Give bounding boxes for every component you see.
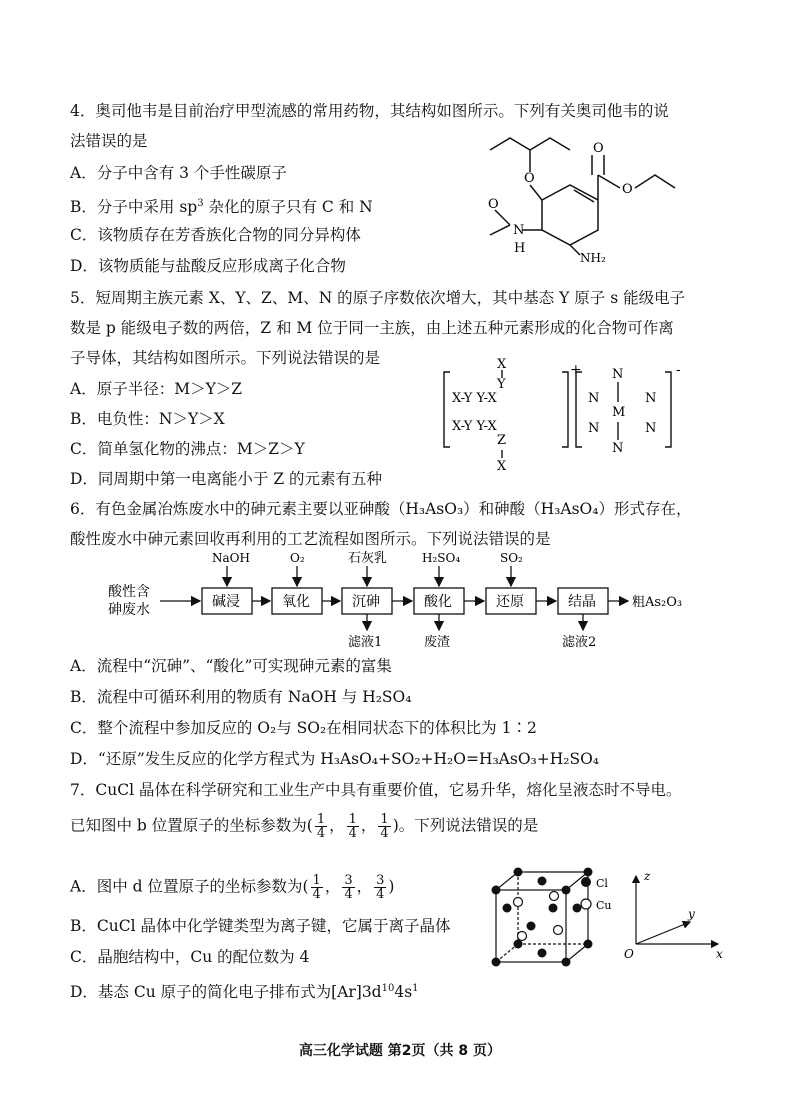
coordinate-axes — [620, 866, 730, 962]
axis-z: z — [644, 869, 651, 883]
q7-option-d: D．基态 Cu 原子的简化电子排布式为$[Ar]3d^{10}4s^1$ — [70, 983, 419, 1002]
d-coord-z: $\frac{3}{4}$ — [376, 873, 385, 902]
cation-y-top: Y — [497, 377, 506, 392]
o-carbonyl-label: O — [593, 141, 604, 156]
cation-row2: X-Y Y-X — [452, 419, 497, 434]
anion-n-right2: N — [645, 421, 657, 436]
cation-x-bottom: X — [497, 459, 507, 472]
anion-n-left2: N — [588, 421, 600, 436]
axis-x: x — [716, 947, 723, 961]
cation-z: Z — [497, 433, 507, 448]
step-acidify: 酸化 — [424, 594, 452, 610]
anion-n-top: N — [612, 367, 624, 382]
anion-n-left1: N — [588, 391, 600, 406]
q7-option-a: A．图中 d 位置原子的坐标参数为( $\frac{1}{4}$ ， $\frac{3}{4}$ ， $\frac{3}{4}$ ) — [70, 873, 395, 902]
q6-stem-line1: 6．有色金属冶炼废水中的砷元素主要以亚砷酸（H₃AsO₃）和砷酸（H₃AsO₄）形式存在， — [70, 500, 692, 518]
cation-row1: X-Y Y-X — [452, 391, 497, 406]
nh2-label: NH₂ — [580, 251, 606, 265]
step-crystallize: 结晶 — [568, 594, 596, 610]
d-coord-x: $\frac{1}{4}$ — [312, 873, 321, 902]
o-amide-label: O — [488, 197, 499, 212]
q5-stem-line1: 5．短周期主族元素 X、Y、Z、M、N 的原子序数依次增大，其中基态 Y 原子 s 能级电子 — [70, 289, 686, 307]
b-coord-x: $\frac{1}{4}$ — [316, 812, 326, 841]
q6-option-b: B．流程中可循环利用的物质有 NaOH 与 H₂SO₄ — [70, 688, 412, 706]
q5-option-c: C．简单氢化物的沸点：M＞Z＞Y — [70, 440, 305, 458]
process-flowchart — [100, 548, 720, 653]
o-ether-label: O — [524, 171, 535, 186]
cation-x-top: X — [497, 357, 507, 372]
q7-option-c: C．晶胞结构中，Cu 的配位数为 4 — [70, 948, 310, 966]
flow-source-line2: 砷废水 — [108, 602, 150, 618]
q7-stem-line1: 7．CuCl 晶体在科学研究和工业生产中具有重要价值，它易升华，熔化呈液态时不导电。 — [70, 781, 682, 799]
step-precipitate: 沉砷 — [352, 594, 380, 610]
o-ester-label: O — [622, 182, 633, 197]
q7-option-b: B．CuCl 晶体中化学键类型为离子键，它属于离子晶体 — [70, 917, 451, 935]
flow-source-line1: 酸性含 — [108, 584, 150, 600]
q5-option-b: B．电负性：N＞Y＞X — [70, 410, 225, 428]
oseltamivir-structure — [480, 130, 710, 265]
anion-m: M — [612, 405, 626, 420]
output-filtrate2: 滤液2 — [562, 635, 597, 650]
q5-option-d: D．同周期中第一电离能小于 Z 的元素有五种 — [70, 470, 383, 488]
q4-stem-line1: 4．奥司他韦是目前治疗甲型流感的常用药物，其结构如图所示。下列有关奥司他韦的说 — [70, 102, 669, 120]
step-oxidize: 氧化 — [282, 594, 310, 610]
input-lime-milk: 石灰乳 — [348, 551, 388, 566]
legend-cu: Cu — [596, 899, 612, 912]
q6-option-a: A．流程中“沉砷”、“酸化”可实现砷元素的富集 — [70, 657, 392, 675]
cation-charge: + — [570, 362, 582, 378]
product-crude-as2o3: 粗As₂O₃ — [632, 595, 683, 610]
b-coord-y: $\frac{1}{4}$ — [348, 812, 357, 841]
input-h2so4: H₂SO₄ — [422, 551, 461, 565]
q4-option-b: B．分子中采用 $sp^3$ 杂化的原子只有 C 和 N — [70, 198, 373, 217]
axis-y: y — [688, 907, 695, 921]
q7-stem-line2: 已知图中 b 位置原子的坐标参数为( $\frac{1}{4}$ ， $\frac{1}{4}$ ， $\frac{1}{4}$ )。下列说法错误的是 — [70, 812, 539, 841]
page-footer: 高三化学试题 第2页（共 8 页） — [298, 1043, 502, 1059]
q4-stem-line2: 法错误的是 — [70, 132, 148, 150]
h-amide-label: H — [514, 241, 526, 256]
q5-stem-line2: 数是 p 能级电子数的两倍，Z 和 M 位于同一主族，由上述五种元素形成的化合物可作离 — [70, 319, 674, 337]
b-coord-z: $\frac{1}{4}$ — [380, 812, 389, 841]
q4-option-a: A．分子中含有 3 个手性碳原子 — [70, 164, 287, 182]
output-waste-residue: 废渣 — [424, 635, 451, 650]
anion-n-bottom: N — [612, 441, 624, 456]
anion-n-right1: N — [645, 391, 657, 406]
input-o2: O₂ — [290, 551, 305, 565]
q6-option-d: D．“还原”发生反应的化学方程式为 H₃AsO₄+SO₂+H₂O=H₃AsO₃+H₂SO₄ — [70, 750, 599, 768]
q4-option-c: C．该物质存在芳香族化合物的同分异构体 — [70, 226, 361, 244]
input-so2: SO₂ — [500, 551, 523, 565]
step-alkali-leach: 碱浸 — [212, 594, 240, 610]
q6-option-c: C．整个流程中参加反应的 O₂与 SO₂在相同状态下的体积比为 1∶2 — [70, 719, 537, 737]
q5-stem-line3: 子导体，其结构如图所示。下列说法错误的是 — [70, 349, 381, 367]
anion-charge: - — [676, 362, 681, 378]
input-naoh: NaOH — [212, 551, 250, 565]
q6-stem-line2: 酸性废水中砷元素回收再利用的工艺流程如图所示。下列说法错误的是 — [70, 530, 551, 548]
output-filtrate1: 滤液1 — [348, 635, 383, 650]
step-reduce: 还原 — [496, 594, 524, 610]
n-amide-label: N — [513, 223, 525, 238]
q4-option-d: D．该物质能与盐酸反应形成离子化合物 — [70, 257, 346, 275]
legend-cl: Cl — [596, 877, 608, 890]
ionic-compound-structure — [440, 352, 690, 472]
d-coord-y: $\frac{3}{4}$ — [344, 873, 353, 902]
axis-origin: O — [624, 947, 634, 961]
q5-option-a: A．原子半径：M＞Y＞Z — [70, 380, 243, 398]
